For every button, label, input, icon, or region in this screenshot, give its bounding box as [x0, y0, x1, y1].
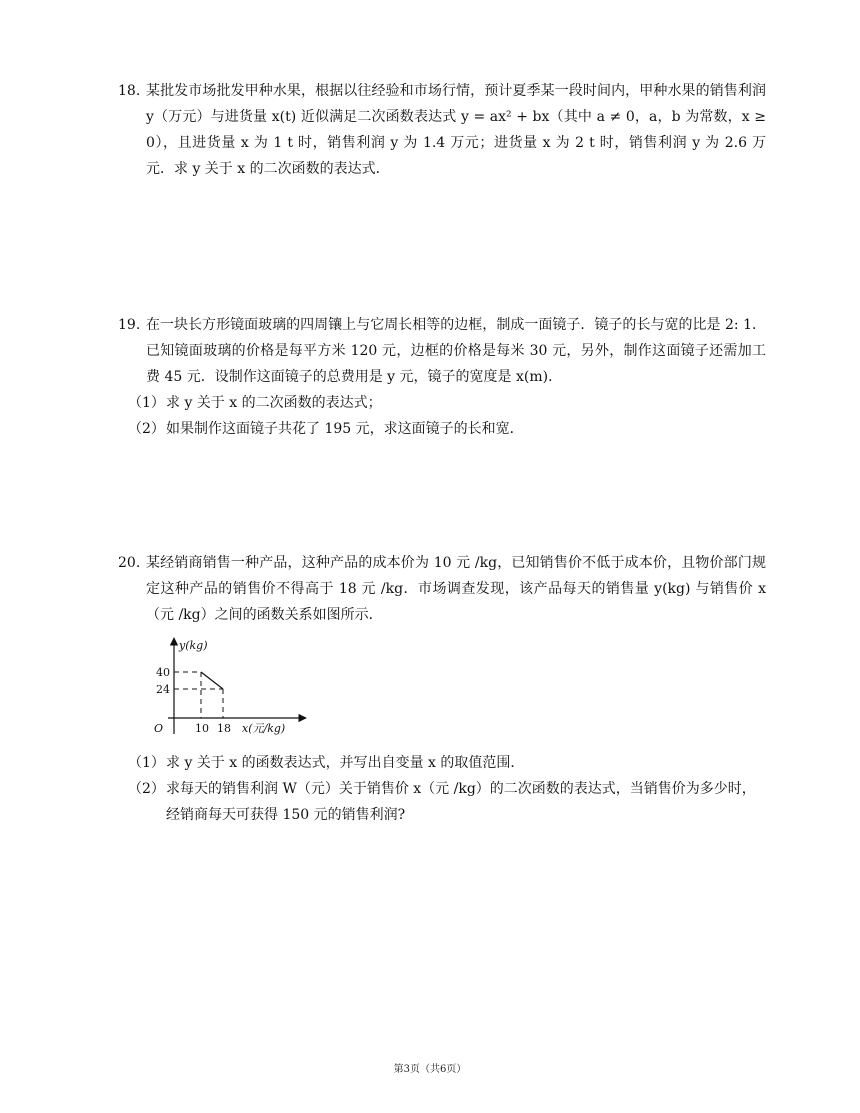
part-text: 求 y 关于 x 的二次函数的表达式；: [166, 395, 382, 411]
problem-19-part-2: [128, 416, 768, 442]
part-label: （2）: [128, 421, 165, 437]
y-tick-40: 40: [156, 666, 170, 679]
x-tick-10: 10: [195, 722, 209, 735]
y-tick-24: 24: [156, 683, 170, 696]
problem-text: 某批发市场批发甲种水果，根据以往经验和市场行情，预计夏季某一段时间内，甲种水果的销售利润 y（万元）与进货量 x(t) 近似满足二次函数表达式 y = ax² + bx（其中 a ≠ 0，a，b 为常数，x ≥ 0），且进货量 x 为 1 t 时，销售利润 y 为 1.4 万元；进货量 x 为 2 t 时，销售利润 y 为 2.6 万元．求 y 关于 x 的二次函数的表达式．: [146, 83, 766, 177]
problem-number: 18.: [118, 83, 141, 99]
part-text: 如果制作这面镜子共花了 195 元，求这面镜子的长和宽．: [166, 421, 524, 437]
part-text: 求每天的销售利润 W（元）关于销售价 x（元 /kg）的二次函数的表达式，当销售价为多少时，经销商每天可获得 150 元的销售利润?: [166, 781, 756, 823]
page-footer: 第3页（共6页）: [393, 1064, 467, 1075]
part-text: 求 y 关于 x 的函数表达式，并写出自变量 x 的取值范围．: [166, 755, 525, 771]
problem-text: 在一块长方形镜面玻璃的四周镶上与它周长相等的边框，制成一面镜子．镜子的长与宽的比是 2: 1．已知镜面玻璃的价格是每平方米 120 元，边框的价格是每米 30 元，另外，制作这面镜子还需加工费 45 元．设制作这面镜子的总费用是 y 元，镜子的宽度是 x(m)．: [146, 317, 766, 385]
problem-number: 19.: [118, 317, 141, 333]
x-axis-label: x(元/kg): [242, 722, 286, 735]
part-label: （2）: [128, 781, 165, 797]
problem-18: [118, 78, 766, 182]
part-label: （1）: [128, 755, 165, 771]
problem-19-part-1: [128, 390, 768, 416]
function-graph: [146, 632, 316, 740]
function-segment: [201, 672, 223, 689]
problem-20-part-2: [128, 776, 768, 828]
part-label: （1）: [128, 395, 165, 411]
problem-20-part-1: [128, 750, 768, 776]
problem-number: 20.: [118, 555, 141, 571]
origin-label: O: [154, 722, 164, 735]
problem-text: 某经销商销售一种产品，这种产品的成本价为 10 元 /kg，已知销售价不低于成本价，且物价部门规定这种产品的销售价不得高于 18 元 /kg．市场调查发现，该产品每天的销售量 y(kg) 与销售价 x（元 /kg）之间的函数关系如图所示．: [146, 555, 766, 623]
x-tick-18: 18: [217, 722, 231, 735]
problem-20: [118, 550, 766, 628]
problem-19: [118, 312, 766, 390]
y-axis-label: y(kg): [179, 639, 208, 652]
